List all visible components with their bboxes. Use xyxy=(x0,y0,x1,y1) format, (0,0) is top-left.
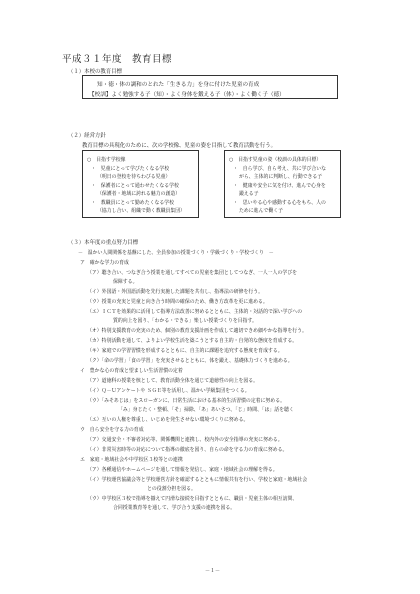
policy-item: （オ）特別支援教育の充実のため、個別の教育支援計画を作成して適切できめ細やかな指導を行う。 xyxy=(87,328,307,334)
section2-heading: （２）経営方針 xyxy=(68,133,106,139)
section1-heading: （１）本校の教育目標 xyxy=(68,69,122,75)
target-child-line: ・ 自ら学び、自ら考え、共に学び合いな xyxy=(233,166,327,172)
target-school-line: ・ 保護者にとって通わせたくなる学校 xyxy=(91,183,179,189)
policy-item-continuation: 合同授業教育等を通して、学び合う支援の連携を図る。 xyxy=(113,505,236,511)
policy-category: エ 家庭・地域社会や中学校区３校等との連携 xyxy=(80,457,183,463)
policy-item: （ア）道徳科の授業を核として、教育活動全体を通じて道徳性の向上を図る。 xyxy=(87,378,259,384)
school-motto-line: 【校訓】よく勉強する子（知）・よく身体を鍛える子（体）・よく働く子（徳） xyxy=(89,92,285,98)
section3-heading: （３）本年度の重点努力目標 xyxy=(68,240,139,246)
policy-category: ア 確かな学力の育成 xyxy=(80,260,129,266)
policy-item: （イ）Ｑ－Ｕアンケートや ＳＧＥ等を活用し、温かい学級集団をつくる。 xyxy=(87,388,250,394)
target-child-line: ・ 思いやる心や感動する心をもち、人の xyxy=(233,200,326,206)
target-child-box xyxy=(224,150,341,218)
policy-item: （ア）各種通信やホームページを通して情報を発信し、家庭・地域社会の理解を得る。 xyxy=(87,467,278,473)
school-goal-line: 知・徳・体の調和のとれた「生きる力」を身に付けた児童の育成 xyxy=(97,82,260,88)
target-child-line: ために進んで働く子 xyxy=(239,208,284,214)
policy-item-continuation: 保障する。 xyxy=(113,279,138,285)
policy-item: （ウ）中学校区３校で指導を揃えて円滑な接続を目指すとともに、職員・児童主体の相互訪問、 xyxy=(87,496,298,502)
policy-item-continuation: 「み」身じたく・整頓、「そ」掃除、「あ」あいさつ、「じ」時間、「は」話を聴く xyxy=(118,407,294,413)
page-number: －１－ xyxy=(205,568,221,574)
target-school-title: ○ 目指す学校像 xyxy=(87,157,126,163)
target-child-line: がら、主体的に判断し、行動できる子 xyxy=(239,174,323,180)
policy-category: ウ 自ら安全を守る力の育成 xyxy=(80,427,144,433)
target-school-box xyxy=(82,150,199,218)
target-school-line: （保護者・地域に誇れる魅力の創造） xyxy=(97,191,181,197)
page-title: 平成３１年度 教育目標 xyxy=(62,54,173,65)
policy-category: イ 豊かな心の育成と望ましい生活習慣の定着 xyxy=(80,368,183,374)
policy-item: （エ）互いの人権を尊重し、いじめを発生させない環境づくりに努める。 xyxy=(87,417,249,423)
policy-item: （ア）聴き合い、つなぎ合う授業を通してすべての児童を集団としてつなぎ、一人一人の学びを xyxy=(87,270,298,276)
policy-item: （イ）学校運営協議会等と学校運営方針を確認するとともに情報共有を行い、学校と家庭・地域社会 xyxy=(87,477,308,483)
target-school-line: ・ 児童にとって学びたくなる学校 xyxy=(91,166,170,172)
target-school-line: ・ 教職員にとって勤めたくなる学校 xyxy=(91,200,175,206)
policy-item: （ア）交通安全・不審者対応等、関係機関と連携し、校内外の安全指導の充実に努める。 xyxy=(87,437,283,443)
school-goal-box xyxy=(82,75,338,99)
target-child-title: ○ 目指す児童の姿（校訓の具体的目標） xyxy=(229,157,322,163)
policy-item: （イ）外国語・外国語活動を先行実施した課題を共有し、指導法の研修を行う。 xyxy=(87,289,264,295)
target-child-line: 鍛える子 xyxy=(239,191,259,197)
policy-item: （キ）家庭での学習習慣を形成するとともに、自主的に課題を追究する態度を育成する。 xyxy=(87,348,283,354)
policy-item-continuation: との役割分担を図る。 xyxy=(147,486,196,492)
policy-item: （エ）ＩＣＴを効果的に活用して指導方法改善に努めるとともに、主体的・対話的で深い学びへの xyxy=(87,309,303,315)
policy-item: （ク）「命の学習」「食の学習」を充実させるとともに、体を鍛え、基礎体力づくりを進める。 xyxy=(87,358,293,364)
policy-item: （ウ）「みそあじは」をスローガンに、日常生活における基本的生活習慣の定着に努める。 xyxy=(87,398,285,404)
policy-slogan: － 温かい人間関係を基盤にした、全員参加の授業づくり・学級づくり・学校づくり － xyxy=(78,250,274,256)
policy-item: （イ）非常災害時等の対応について指導の徹底を図り、自らの命を守る力の育成に努める。 xyxy=(87,447,288,453)
section2-intro: 教育目標の具現化のために、次の学校像、児童の姿を目指して教育活動を行う。 xyxy=(82,143,277,149)
policy-item: （ウ）授業の充実と児童と向き合う時間の確保のため、働き方改革を更に進める。 xyxy=(87,299,268,305)
policy-item: （カ）特別活動を通して、よりよい学校生活を築こうとする自主的・自発的な態度を育成する。 xyxy=(87,338,298,344)
target-school-line: （明日の登校を待ちわびる児童） xyxy=(97,174,171,180)
policy-item-continuation: 質的向上を図り、「わかる・できる」楽しい授業づくりを目指す。 xyxy=(113,318,257,324)
target-school-line: （協力し合い、組織で動く教職員集団） xyxy=(97,208,186,214)
target-child-line: ・ 健康や安全に気を付け、進んで心身を xyxy=(233,183,326,189)
